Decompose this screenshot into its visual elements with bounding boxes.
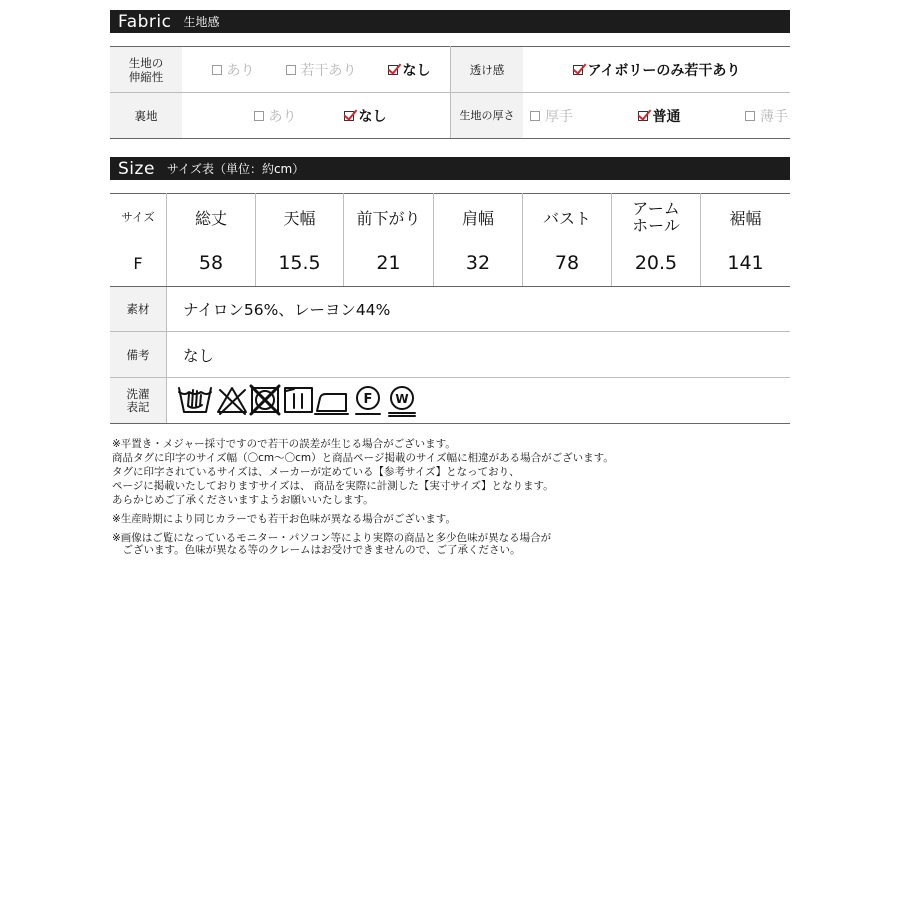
size-header-shoulder: 肩幅 xyxy=(461,208,494,228)
thickness-option-thin[interactable]: 薄手 xyxy=(745,106,788,126)
size-header-front-drop: 前下がり xyxy=(356,208,421,228)
iron-low-icon xyxy=(315,394,348,414)
fabric-bottom-rule xyxy=(110,138,790,139)
lining-option-nashi[interactable]: なし xyxy=(344,106,387,126)
drip-dry-shade-icon xyxy=(285,388,312,412)
stretch-options xyxy=(196,47,446,92)
remarks-rule xyxy=(110,377,790,378)
note-line: タグに印字されているサイズは、メーカーが定めている【参考サイズ】となっており、 xyxy=(112,466,520,478)
remarks-value: なし xyxy=(183,346,215,365)
stretch-option-jakkan[interactable]: 若干あり xyxy=(286,60,357,80)
care-symbols xyxy=(176,381,421,419)
note-line: 商品タグに印字のサイズ幅（〇cm〜〇cm）と商品ページ掲載のサイズ幅に相違がある場合がございます。 xyxy=(112,452,614,464)
info-divider xyxy=(166,287,167,423)
sheer-label: 透け感 xyxy=(451,47,523,92)
checkbox-icon xyxy=(212,65,222,75)
sheer-option-ivory[interactable]: アイボリーのみ若干あり xyxy=(573,60,741,80)
fabric-title-en: Fabric xyxy=(118,11,172,32)
size-value-length: 58 xyxy=(198,252,224,274)
checked-checkbox-icon xyxy=(388,65,398,75)
size-value-neck-width: 15.5 xyxy=(278,252,321,274)
note-line: ページに掲載いたしておりますサイズは、 商品を実際に計測した【実寸サイズ】となります。 xyxy=(112,480,554,492)
fabric-title-jp: 生地感 xyxy=(183,15,220,29)
size-header-bust: バスト xyxy=(542,208,591,228)
care-label: 洗濯 表記 xyxy=(110,378,166,423)
no-bleach-icon xyxy=(218,388,246,414)
size-header-hem-width: 裾幅 xyxy=(729,208,762,228)
stretch-option-ari[interactable]: あり xyxy=(212,60,255,80)
notes xyxy=(112,437,614,556)
material-label: 素材 xyxy=(110,287,166,331)
size-value-bust: 78 xyxy=(554,252,580,274)
note-line: ございます。色味が異なる等のクレームはお受けできませんので、ご了承ください。 xyxy=(112,544,521,556)
note-line: あらかじめご了承くださいますようお願いいたします。 xyxy=(112,494,374,506)
note-line: ※生産時期により同じカラーでも若干お色味が異なる場合がございます。 xyxy=(112,513,456,525)
size-value-armhole: 20.5 xyxy=(634,252,678,274)
checkbox-icon xyxy=(745,111,755,121)
lining-label: 裏地 xyxy=(110,93,182,138)
checkbox-icon xyxy=(530,111,540,121)
checked-checkbox-icon xyxy=(638,111,648,121)
remarks-label: 備考 xyxy=(110,332,166,377)
size-header-length: 総丈 xyxy=(194,208,227,228)
fabric-header-bar xyxy=(110,10,790,33)
lining-option-ari[interactable]: あり xyxy=(254,106,297,126)
material-value: ナイロン56%、レーヨン44% xyxy=(183,301,391,319)
size-value-hem-width: 141 xyxy=(727,252,764,274)
size-value-front-drop: 21 xyxy=(376,252,401,274)
thickness-label: 生地の厚さ xyxy=(451,93,523,138)
size-header-neck-width: 天幅 xyxy=(283,208,316,228)
thickness-options xyxy=(530,93,788,138)
checked-checkbox-icon xyxy=(344,111,354,121)
no-tumble-dry-icon xyxy=(251,386,279,414)
checked-checkbox-icon xyxy=(573,65,583,75)
size-header-armhole: アーム ホール xyxy=(632,199,680,235)
hand-wash-icon xyxy=(179,388,211,412)
size-title-jp: サイズ表（単位：約cm） xyxy=(166,162,305,176)
care-bottom-rule xyxy=(110,423,790,424)
size-title-en: Size xyxy=(118,158,155,179)
note-line: ※平置き・メジャー採寸ですので若干の誤差が生じる場合がございます。 xyxy=(112,438,456,450)
checkbox-icon xyxy=(254,111,264,121)
thickness-option-normal[interactable]: 普通 xyxy=(638,106,681,126)
thickness-option-thick[interactable]: 厚手 xyxy=(530,106,573,126)
size-row-size: F xyxy=(133,253,143,273)
size-value-shoulder: 32 xyxy=(465,252,491,274)
sheer-options xyxy=(523,47,790,92)
dry-clean-letter: F xyxy=(363,392,373,407)
checkbox-icon xyxy=(286,65,296,75)
size-header-size: サイズ xyxy=(121,210,155,224)
lining-options xyxy=(230,93,410,138)
stretch-option-nashi[interactable]: なし xyxy=(388,60,431,80)
note-line: ※画像はご覧になっているモニター・パソコン等により実際の商品と多少色味が異なる場合が xyxy=(112,532,552,544)
size-header-bar xyxy=(110,157,790,180)
wet-clean-letter: W xyxy=(395,392,409,406)
stretch-label: 生地の伸縮性 xyxy=(110,47,182,92)
